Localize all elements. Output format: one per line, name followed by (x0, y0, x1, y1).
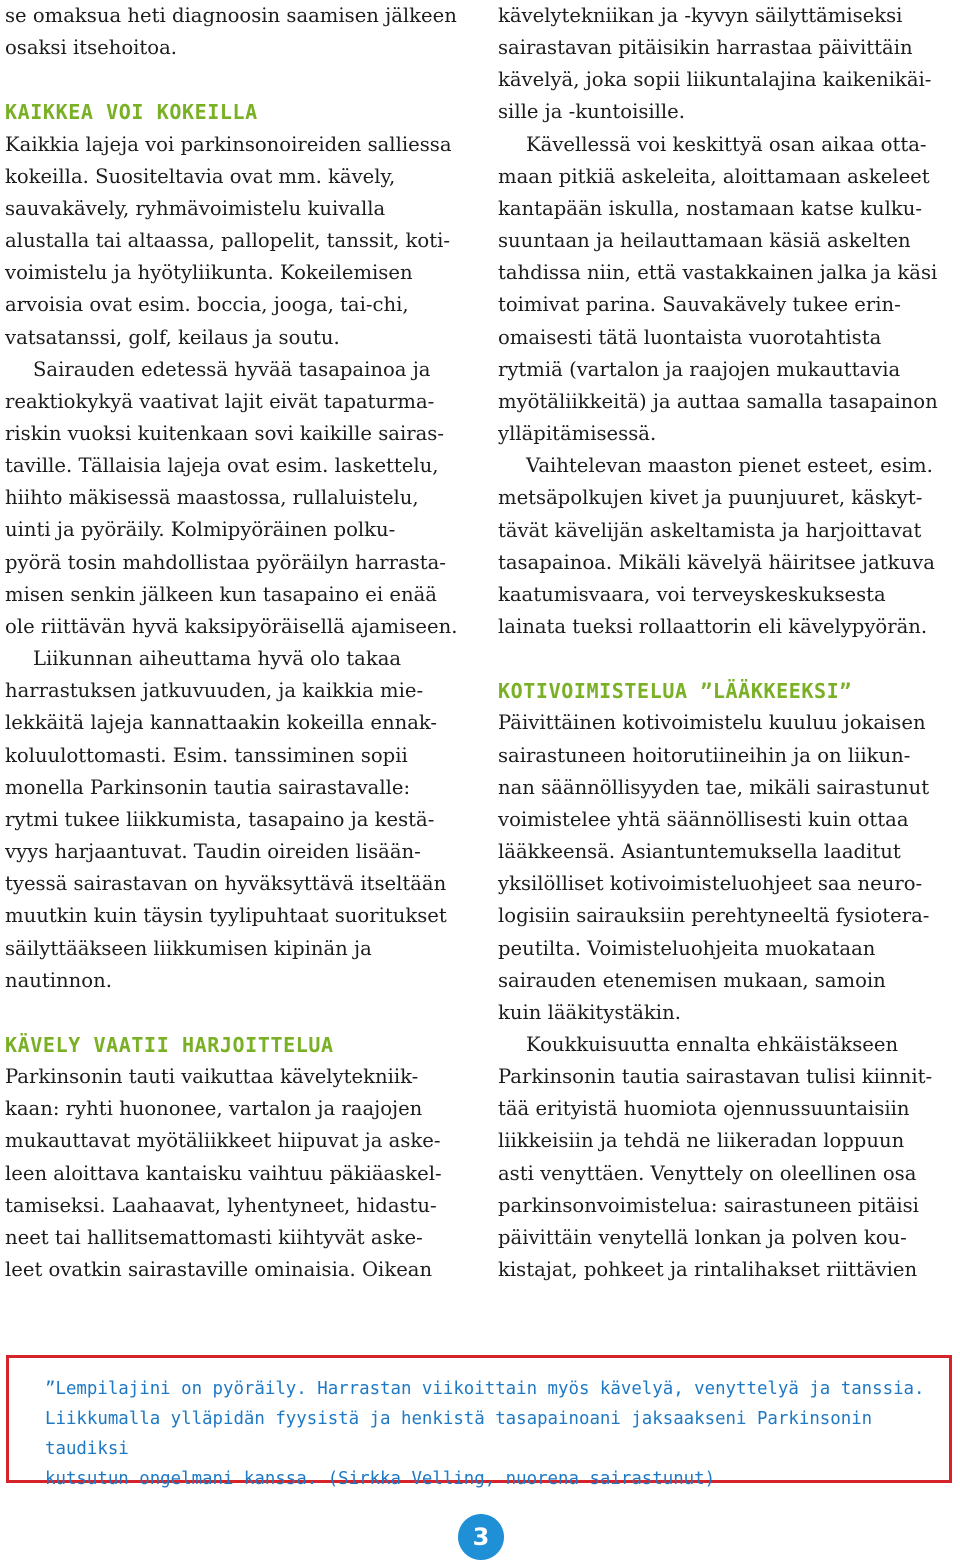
spacer (5, 997, 467, 1029)
text-line: sairastuneen hoitorutiineihin ja on liikun- (498, 743, 911, 767)
text-line: voimistelu ja hyötyliikunta. Kokeilemisen (5, 261, 413, 285)
text-line: muutkin kuin täysin tyylipuhtaat suoritukset (5, 904, 447, 928)
text-line: kaan: ryhti huononee, vartalon ja raajojen (5, 1097, 423, 1121)
text-line: harrastuksen jatkuvuuden, ja kaikkia mie- (5, 679, 424, 703)
text-line: sairauden etenemisen mukaan, samoin (498, 968, 886, 992)
left-column (5, 0, 467, 1286)
text-line: logisiin sairauksiin perehtyneeltä fysiotera- (498, 904, 930, 928)
paragraph (498, 1029, 956, 1286)
text-line: asti venyttäen. Venyttely on oleellinen osa (498, 1161, 917, 1185)
quote-text (45, 1374, 935, 1494)
text-line: Parkinsonin tautia sairastavan tulisi kiinnit- (498, 1065, 933, 1089)
text-line: yksilölliset kotivoimisteluohjeet saa neuro- (498, 872, 923, 896)
text-line: taville. Tällaisia lajeja ovat esim. laskettelu, (5, 454, 439, 478)
text-line: tahdissa niin, että vastakkainen jalka ja käsi (498, 261, 938, 285)
text-line: pyörä tosin mahdollistaa pyöräilyn harrasta- (5, 550, 446, 574)
text-line: omaisesti tätä luontaista vuorotahtista (498, 325, 882, 349)
text-line: sille ja -kuntoisille. (498, 100, 686, 124)
text-line: koluulottomasti. Esim. tanssiminen sopii (5, 743, 408, 767)
text-line: uinti ja pyöräily. Kolmipyöräinen polku- (5, 518, 396, 542)
text-line: Päivittäinen kotivoimistelu kuuluu jokaisen (498, 711, 926, 735)
section-heading-kotivoimistelua-laakkeeksi: KOTIVOIMISTELUA ”LÄÄKKEEKSI” (498, 679, 852, 704)
text-line: ”Lempilajini on pyöräily. Harrastan viikoittain myös kävelyä, venyttelyä ja tanssia. (45, 1379, 925, 1399)
text-line: Liikkumalla ylläpidän fyysistä ja henkistä tasapainoani jaksaakseni Parkinsonin taudiksi (45, 1409, 873, 1459)
text-line: liikkeisiin ja tehdä ne liikeradan loppuun (498, 1129, 905, 1153)
text-line: vatsatanssi, golf, keilaus ja soutu. (5, 325, 340, 349)
text-line: lekkäitä lajeja kannattaakin kokeilla ennak- (5, 711, 438, 735)
paragraph (5, 643, 467, 997)
text-line: kantapään iskulla, nostamaan katse kulku- (498, 196, 922, 220)
text-line: monella Parkinsonin tautia sairastavalle: (5, 775, 411, 799)
text-line: ylläpitämisessä. (498, 422, 657, 446)
text-line: Kaikkia lajeja voi parkinsonoireiden salliessa (5, 132, 452, 156)
text-line: päivittäin venytellä lonkan ja polven kou- (498, 1225, 907, 1249)
text-line: hiihto mäkisessä maastossa, rullaluistelu, (5, 486, 419, 510)
text-line: Vaihtelevan maaston pienet esteet, esim. (526, 454, 933, 478)
text-line: tävät kävelijän askeltamista ja harjoittavat (498, 518, 922, 542)
text-line: leet ovatkin sairastaville ominaisia. Oikean (5, 1258, 433, 1282)
text-line: sauvakävely, ryhmävoimistelu kuivalla (5, 196, 386, 220)
text-line: riskin vuoksi kuitenkaan sovi kaikille sairas- (5, 422, 444, 446)
text-line: osaksi itsehoitoa. (5, 36, 178, 60)
spacer (5, 64, 467, 96)
section-heading-kavely-vaatii-harjoittelua: KÄVELY VAATII HARJOITTELUA (5, 1032, 334, 1057)
text-line: sairastavan pitäisikin harrastaa päivittäin (498, 36, 913, 60)
text-line: kuin lääkitystäkin. (498, 1000, 681, 1024)
text-line: lainata tueksi rollaattorin eli kävelypyörän. (498, 614, 928, 638)
text-line: nan säännöllisyyden tae, mikäli sairastunut (498, 775, 930, 799)
text-line: säilyttääkseen liikkumisen kipinän ja (5, 936, 372, 960)
text-line: alustalla tai altaassa, pallopelit, tanssit, koti- (5, 229, 450, 253)
text-line: Kävellessä voi keskittyä osan aikaa otta- (526, 132, 927, 156)
text-line: Koukkuisuutta ennalta ehkäistäkseen (526, 1032, 899, 1056)
text-line: rytmi tukee liikkumista, tasapaino ja kestä- (5, 807, 435, 831)
text-line: metsäpolkujen kivet ja puunjuuret, käskyt- (498, 486, 923, 510)
paragraph (498, 129, 956, 451)
text-line: kävelyä, joka sopii liikuntalajina kaikenikäi- (498, 68, 932, 92)
paragraph (5, 1061, 467, 1286)
text-line: tää erityistä huomiota ojennussuuntaisiin (498, 1097, 910, 1121)
text-line: rytmiä (vartalon ja raajojen mukauttavia (498, 357, 901, 381)
text-line: ole riittävän hyvä kaksipyöräisellä ajamiseen. (5, 614, 458, 638)
text-line: kistajat, pohkeet ja rintalihakset riittävien (498, 1258, 918, 1282)
text-line: myötäliikkeitä) ja auttaa samalla tasapainon (498, 389, 938, 413)
text-line: arvoisia ovat esim. boccia, jooga, tai-chi, (5, 293, 409, 317)
paragraph (5, 129, 467, 354)
text-line: misen senkin jälkeen kun tasapaino ei enää (5, 582, 437, 606)
right-column (498, 0, 956, 1286)
paragraph (498, 450, 956, 643)
text-line: toimivat parina. Sauvakävely tukee erin- (498, 293, 901, 317)
intro-paragraph (5, 0, 467, 64)
text-line: tyessä sairastavan on hyväksyttävä itseltään (5, 872, 447, 896)
text-line: nautinnon. (5, 968, 112, 992)
text-line: voimistelee yhtä säännöllisesti kuin ottaa (498, 807, 909, 831)
text-line: leen aloittava kantaisku vaihtuu päkiäaskel- (5, 1161, 442, 1185)
paragraph (5, 354, 467, 643)
text-line: reaktiokykyä vaativat lajit eivät tapaturma- (5, 389, 435, 413)
text-line: Sairauden edetessä hyvää tasapainoa ja (33, 357, 431, 381)
text-line: Parkinsonin tauti vaikuttaa kävelytekniik- (5, 1065, 419, 1089)
text-line: tasapainoa. Mikäli kävelyä häiritsee jatkuva (498, 550, 935, 574)
text-line: kutsutun ongelmani kanssa. (Sirkka Velling, nuorena sairastunut) (45, 1469, 716, 1489)
text-line: se omaksua heti diagnoosin saamisen jälkeen (5, 4, 457, 27)
text-line: peutilta. Voimisteluohjeita muokataan (498, 936, 876, 960)
text-line: tamiseksi. Laahaavat, lyhentyneet, hidastu- (5, 1193, 437, 1217)
section-heading-kaikkea-voi-kokeilla: KAIKKEA VOI KOKEILLA (5, 100, 258, 125)
text-line: mukauttavat myötäliikkeet hiipuvat ja aske- (5, 1129, 441, 1153)
quote-box (6, 1355, 952, 1489)
text-line: parkinsonvoimistelua: sairastuneen pitäisi (498, 1193, 919, 1217)
text-line: suuntaan ja heilauttamaan käsiä askelten (498, 229, 911, 253)
text-line: kokeilla. Suositeltavia ovat mm. kävely, (5, 164, 396, 188)
text-line: lääkkeensä. Asiantuntemuksella laaditut (498, 840, 901, 864)
paragraph (498, 707, 956, 1029)
text-line: maan pitkiä askeleita, aloittamaan askeleet (498, 164, 930, 188)
text-line: vyys harjaantuvat. Taudin oireiden lisään- (5, 840, 421, 864)
text-line: Liikunnan aiheuttama hyvä olo takaa (33, 647, 402, 671)
text-line: neet tai hallitsemattomasti kiihtyvät aske- (5, 1225, 423, 1249)
spacer (498, 643, 956, 675)
page-number-badge: 3 (458, 1514, 504, 1560)
paragraph (498, 0, 956, 129)
text-line: kaatumisvaara, voi terveyskeskuksesta (498, 582, 886, 606)
text-line: kävelytekniikan ja -kyvyn säilyttämiseksi (498, 4, 903, 27)
